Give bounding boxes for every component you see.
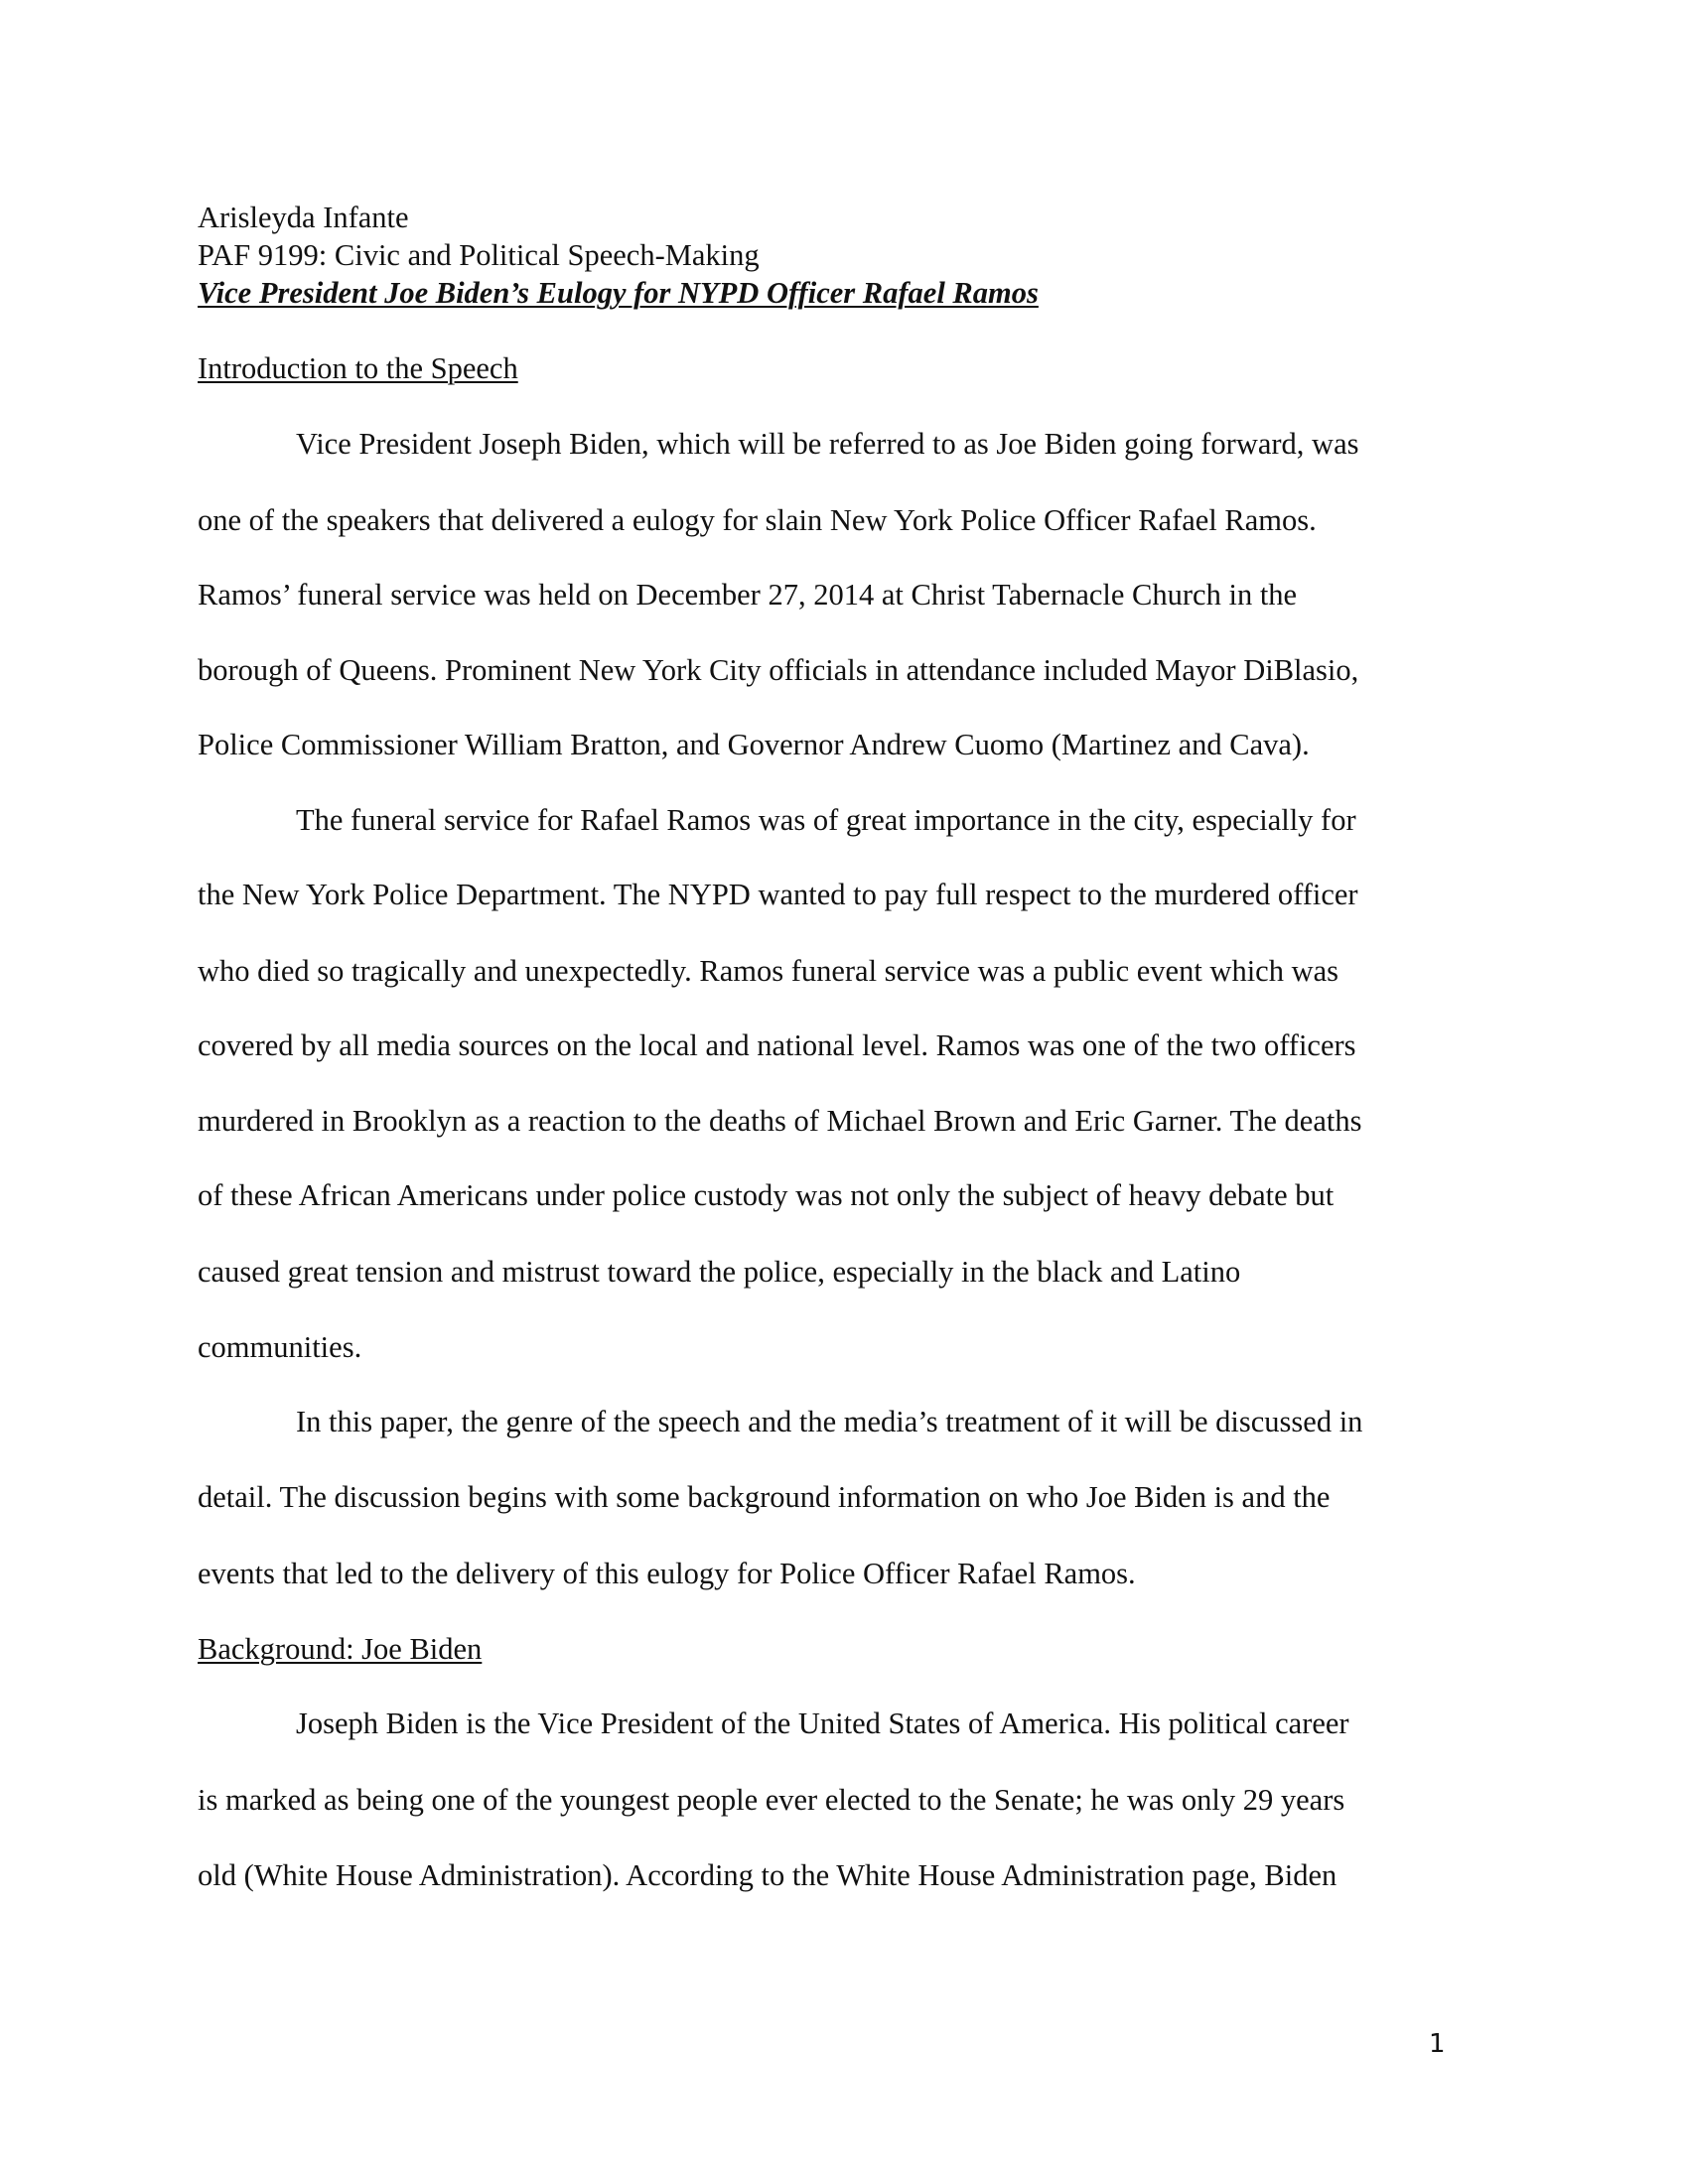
paragraph-line: one of the speakers that delivered a eulogy for slain New York Police Officer Rafael Ramos. <box>198 503 1317 537</box>
paragraph-line: communities. <box>198 1330 362 1364</box>
section-heading-introduction: Introduction to the Speech <box>198 351 518 385</box>
page-number: 1 <box>1429 2029 1446 2059</box>
paragraph-line: detail. The discussion begins with some background information on who Joe Biden is and the <box>198 1480 1331 1514</box>
paragraph-line: of these African Americans under police custody was not only the subject of heavy debate but <box>198 1178 1335 1212</box>
paper-title: Vice President Joe Biden’s Eulogy for NYPD Officer Rafael Ramos <box>198 276 1039 310</box>
paragraph-line: old (White House Administration). According to the White House Administration page, Biden <box>198 1858 1337 1892</box>
paragraph-line: caused great tension and mistrust toward the police, especially in the black and Latino <box>198 1255 1241 1289</box>
section-heading-background: Background: Joe Biden <box>198 1632 483 1666</box>
paragraph-line: Police Commissioner William Bratton, and Governor Andrew Cuomo (Martinez and Cava). <box>198 728 1310 761</box>
author-name: Arisleyda Infante <box>198 201 409 234</box>
paragraph-line: In this paper, the genre of the speech and the media’s treatment of it will be discussed in <box>296 1405 1363 1438</box>
paragraph-line: who died so tragically and unexpectedly. Ramos funeral service was a public event which was <box>198 954 1339 988</box>
paragraph-line: Ramos’ funeral service was held on December 27, 2014 at Christ Tabernacle Church in the <box>198 578 1298 612</box>
course-name: PAF 9199: Civic and Political Speech-Making <box>198 238 760 272</box>
paragraph-line: The funeral service for Rafael Ramos was of great importance in the city, especially for <box>296 803 1356 837</box>
paragraph-line: Vice President Joseph Biden, which will be referred to as Joe Biden going forward, was <box>296 427 1359 461</box>
paragraph-line: murdered in Brooklyn as a reaction to the deaths of Michael Brown and Eric Garner. The deaths <box>198 1104 1362 1138</box>
paragraph-line: covered by all media sources on the local and national level. Ramos was one of the two officers <box>198 1028 1356 1062</box>
paragraph-line: the New York Police Department. The NYPD wanted to pay full respect to the murdered officer <box>198 878 1358 911</box>
paragraph-line: borough of Queens. Prominent New York City officials in attendance included Mayor DiBlasio, <box>198 653 1359 687</box>
paragraph-line: events that led to the delivery of this eulogy for Police Officer Rafael Ramos. <box>198 1557 1136 1590</box>
paragraph-line: is marked as being one of the youngest people ever elected to the Senate; he was only 29 years <box>198 1783 1345 1817</box>
paragraph-line: Joseph Biden is the Vice President of the United States of America. His political career <box>296 1706 1349 1740</box>
